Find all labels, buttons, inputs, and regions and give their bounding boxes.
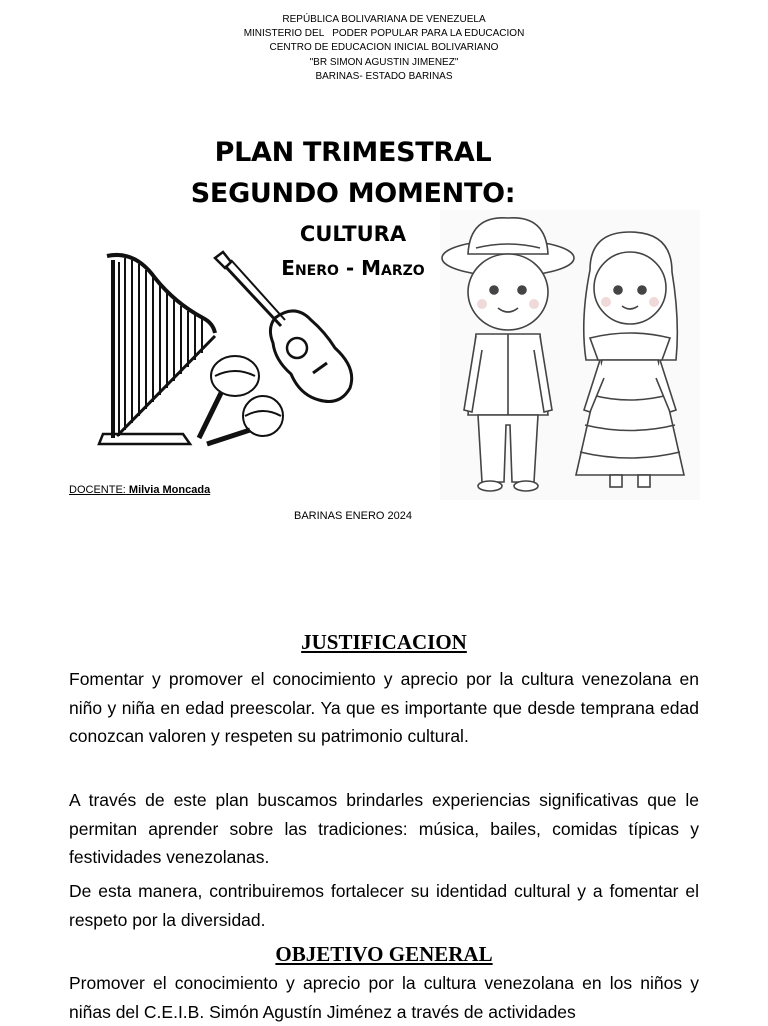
place-date: BARINAS ENERO 2024 <box>294 510 412 522</box>
institution-header <box>0 13 768 84</box>
docente-label: DOCENTE: <box>69 484 126 496</box>
header-line: MINISTERIO DEL PODER POPULAR PARA LA EDUCACION <box>243 28 525 40</box>
objetivo-paragraph: Promover el conocimiento y aprecio por la cultura venezolana en los niños y niñas del C.E.I.B. Simón Agustín Jiménez a través de actividades <box>69 973 699 1022</box>
justificacion-paragraph: Fomentar y promover el conocimiento y aprecio por la cultura venezolana en niño y niña en edad preescolar. Ya que es importante que desde temprana edad conozcan valoren y respeten su patrimonio cultural. <box>69 669 699 746</box>
header-line: BARINAS- ESTADO BARINAS <box>315 70 453 82</box>
header-line: "BR SIMON AGUSTIN JIMENEZ" <box>309 56 459 68</box>
header-line: CENTRO DE EDUCACION INICIAL BOLIVARIANO <box>269 42 499 54</box>
plan-subtitle: SEGUNDO MOMENTO: <box>190 178 516 209</box>
children-illustration <box>440 210 700 500</box>
justificacion-paragraph: A través de este plan buscamos brindarles experiencias significativas que le permitan aprender sobre las tradiciones: música, bailes, comidas típicas y festividades venezolanas. <box>69 790 699 867</box>
plan-title: PLAN TRIMESTRAL <box>214 137 492 168</box>
instruments-illustration <box>95 248 360 458</box>
justificacion-paragraph: De esta manera, contribuiremos fortalecer su identidad cultural y a fomentar el respeto por la diversidad. <box>69 881 699 930</box>
plan-period: Enero - Marzo <box>281 256 425 280</box>
justificacion-heading: JUSTIFICACION <box>301 630 467 654</box>
plan-topic: CULTURA <box>299 222 407 246</box>
docente-line <box>69 484 210 496</box>
objetivo-heading: OBJETIVO GENERAL <box>275 942 493 966</box>
header-line: REPÚBLICA BOLIVARIANA DE VENEZUELA <box>282 14 486 25</box>
docente-name: Milvia Moncada <box>125 484 211 496</box>
